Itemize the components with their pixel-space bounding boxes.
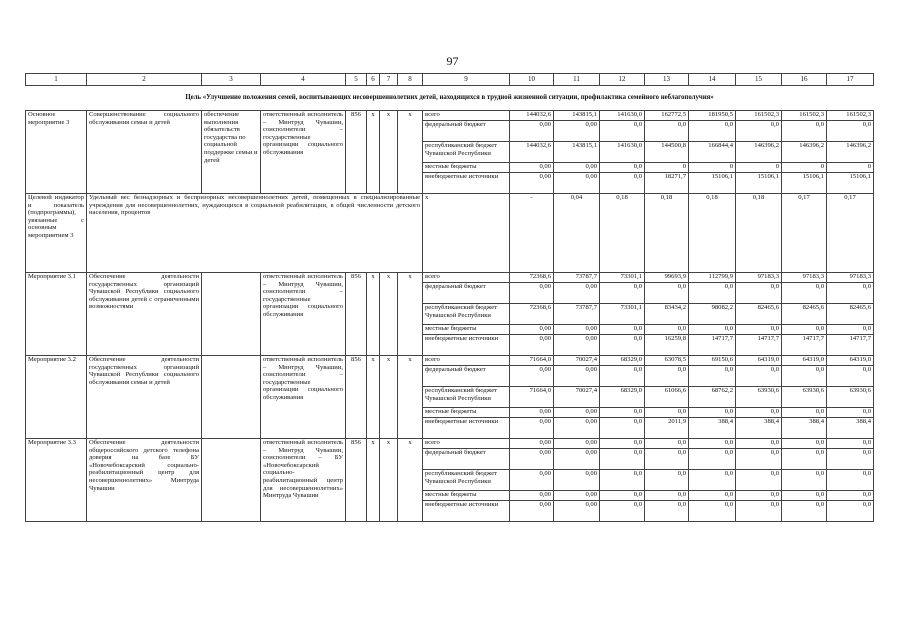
indicator-value: - <box>510 194 554 273</box>
amount-cell: 0,00 <box>554 163 600 173</box>
amount-cell: 0,0 <box>782 121 827 142</box>
amount-cell: 0,0 <box>600 439 645 449</box>
amount-cell: 0 <box>645 163 689 173</box>
amount-cell: 68329,0 <box>600 387 645 408</box>
column-number: 12 <box>600 74 645 86</box>
amount-cell: 388,4 <box>827 418 874 439</box>
amount-cell: 0,00 <box>510 163 554 173</box>
amount-cell: 0,0 <box>782 491 827 501</box>
amount-cell: 0,00 <box>510 283 554 304</box>
item-executor: ответственный исполнитель – Минтруд Чувашии, соисполнители – БУ «Новочебоксарский социально-реабилитационный центр для несовершеннолетних» Минтруда Чувашии <box>261 439 346 522</box>
goal-row <box>26 92 874 104</box>
amount-cell: 0,0 <box>827 325 874 335</box>
funding-source: внебюджетные источники <box>423 418 510 439</box>
indicator-label: Целевой индикатор и показатель (подпрограммы), увязанные с основным мероприятием 3 <box>26 194 87 273</box>
amount-cell: 0,0 <box>782 366 827 387</box>
item-name: Обеспечение деятельности государственных организаций Чувашской Республики социального обслуживания детей с ограниченными возможностями <box>87 273 202 356</box>
amount-cell: 0,0 <box>782 325 827 335</box>
column-number: 4 <box>261 74 346 86</box>
amount-cell: 162772,5 <box>645 111 689 121</box>
amount-cell: 0,0 <box>736 366 782 387</box>
amount-cell: 181950,5 <box>689 111 736 121</box>
amount-cell: 388,4 <box>782 418 827 439</box>
funding-source: всего <box>423 439 510 449</box>
amount-cell: 0,0 <box>600 283 645 304</box>
amount-cell: 63930,6 <box>827 387 874 408</box>
table-row <box>26 273 874 283</box>
amount-cell: 0,0 <box>645 408 689 418</box>
amount-cell: 98082,2 <box>689 304 736 325</box>
column-number: 9 <box>423 74 510 86</box>
amount-cell: 0,0 <box>689 501 736 522</box>
amount-cell: 146396,2 <box>736 142 782 163</box>
amount-cell: 0,0 <box>645 470 689 491</box>
amount-cell: 0,00 <box>510 501 554 522</box>
amount-cell: 0,0 <box>689 408 736 418</box>
header-row <box>26 74 874 86</box>
amount-cell: 161502,3 <box>736 111 782 121</box>
amount-cell: 0,00 <box>554 121 600 142</box>
amount-cell: 99693,9 <box>645 273 689 283</box>
amount-cell: 0,0 <box>827 470 874 491</box>
amount-cell: 0,00 <box>554 501 600 522</box>
amount-cell: 73787,7 <box>554 273 600 283</box>
amount-cell: 0,0 <box>827 408 874 418</box>
page-number: 97 <box>446 54 459 68</box>
amount-cell: 15106,1 <box>827 173 874 194</box>
indicator-x: x <box>423 194 510 273</box>
amount-cell: 0,0 <box>645 501 689 522</box>
amount-cell: 146396,2 <box>827 142 874 163</box>
amount-cell: 0,00 <box>554 418 600 439</box>
amount-cell: 15106,1 <box>689 173 736 194</box>
amount-cell: 0,0 <box>600 470 645 491</box>
amount-cell: 0,00 <box>554 173 600 194</box>
amount-cell: 388,4 <box>736 418 782 439</box>
amount-cell: 143815,1 <box>554 142 600 163</box>
amount-cell: 0 <box>827 163 874 173</box>
indicator-value: 0,17 <box>782 194 827 273</box>
amount-cell: 0,0 <box>689 366 736 387</box>
amount-cell: 0,0 <box>736 283 782 304</box>
amount-cell: 0,0 <box>689 439 736 449</box>
amount-cell: 0,00 <box>510 173 554 194</box>
item-label: Мероприятие 3.1 <box>26 273 87 356</box>
amount-cell: 0,00 <box>510 418 554 439</box>
amount-cell: 64319,0 <box>782 356 827 366</box>
funding-source: республиканский бюджет Чувашской Республики <box>423 470 510 491</box>
item-purpose: обеспечение выполнения обязательств государства по социальной поддержке семьи и детей <box>202 111 261 194</box>
table-row <box>26 111 874 121</box>
funding-source: федеральный бюджет <box>423 366 510 387</box>
amount-cell: 82465,6 <box>736 304 782 325</box>
amount-cell: 0,0 <box>689 121 736 142</box>
budget-code: 856 <box>346 111 367 121</box>
amount-cell: 72368,6 <box>510 304 554 325</box>
amount-cell: 0,00 <box>554 439 600 449</box>
amount-cell: 71664,0 <box>510 387 554 408</box>
amount-cell: 70027,4 <box>554 387 600 408</box>
funding-source: местные бюджеты <box>423 325 510 335</box>
amount-cell: 70027,4 <box>554 356 600 366</box>
amount-cell: 0,0 <box>736 449 782 470</box>
budget-code: 856 <box>346 439 367 449</box>
column-number: 2 <box>87 74 202 86</box>
item-executor: ответственный исполнитель – Минтруд Чувашии, соисполнители – государственные организации социального обслуживания <box>261 273 346 356</box>
amount-cell: 0,0 <box>827 366 874 387</box>
column-number: 17 <box>827 74 874 86</box>
amount-cell: 61066,6 <box>645 387 689 408</box>
amount-cell: 72368,6 <box>510 273 554 283</box>
amount-cell: 63930,6 <box>736 387 782 408</box>
budget-code: 856 <box>346 356 367 366</box>
budget-code: x <box>367 111 380 121</box>
amount-cell: 0,0 <box>689 470 736 491</box>
amount-cell: 97183,3 <box>827 273 874 283</box>
amount-cell: 14717,7 <box>782 335 827 356</box>
amount-cell: 0,00 <box>554 366 600 387</box>
item-label: Мероприятие 3.3 <box>26 439 87 522</box>
budget-code: x <box>398 111 423 121</box>
amount-cell: 14717,7 <box>827 335 874 356</box>
column-number: 10 <box>510 74 554 86</box>
amount-cell: 0,00 <box>510 366 554 387</box>
amount-cell: 0,00 <box>554 335 600 356</box>
amount-cell: 0,0 <box>827 501 874 522</box>
amount-cell: 0,0 <box>689 449 736 470</box>
amount-cell: 73787,7 <box>554 304 600 325</box>
funding-source: республиканский бюджет Чувашской Республики <box>423 387 510 408</box>
amount-cell: 0,0 <box>645 449 689 470</box>
column-number: 13 <box>645 74 689 86</box>
item-label: Мероприятие 3.2 <box>26 356 87 439</box>
amount-cell: 73301,1 <box>600 304 645 325</box>
indicator-text: Удельный вес безнадзорных и беспризорных несовершеннолетних детей, помещенных в специализированные учреждения для несовершеннолетних, нуждающихся в социальной реабилитации, в общей численности детского населения, процентов <box>87 194 423 273</box>
budget-code: x <box>367 356 380 366</box>
funding-source: федеральный бюджет <box>423 121 510 142</box>
column-number: 16 <box>782 74 827 86</box>
item-name: Обеспечение деятельности государственных организаций Чувашской Республики социального обслуживания семьи и детей <box>87 356 202 439</box>
amount-cell: 97183,3 <box>782 273 827 283</box>
amount-cell: 0 <box>782 163 827 173</box>
item-executor: ответственный исполнитель – Минтруд Чувашии, соисполнители – государственные организации социального обслуживания <box>261 356 346 439</box>
amount-cell: 146396,2 <box>782 142 827 163</box>
amount-cell: 112799,9 <box>689 273 736 283</box>
funding-source: всего <box>423 111 510 121</box>
item-name: Совершенствование социального обслуживания семьи и детей <box>87 111 202 194</box>
item-purpose <box>202 356 261 439</box>
amount-cell: 161502,3 <box>827 111 874 121</box>
amount-cell: 0,0 <box>600 173 645 194</box>
amount-cell: 0,0 <box>827 439 874 449</box>
amount-cell: 0,0 <box>736 439 782 449</box>
amount-cell: 0,0 <box>736 491 782 501</box>
amount-cell: 0,0 <box>600 449 645 470</box>
amount-cell: 144032,6 <box>510 142 554 163</box>
funding-source: республиканский бюджет Чувашской Республики <box>423 304 510 325</box>
budget-code: x <box>380 273 398 283</box>
amount-cell: 0,00 <box>554 449 600 470</box>
indicator-value: 0,04 <box>554 194 600 273</box>
amount-cell: 0,00 <box>510 121 554 142</box>
column-number: 14 <box>689 74 736 86</box>
column-number: 8 <box>398 74 423 86</box>
amount-cell: 15106,1 <box>782 173 827 194</box>
amount-cell: 64319,0 <box>827 356 874 366</box>
amount-cell: 97183,3 <box>736 273 782 283</box>
funding-source: внебюджетные источники <box>423 501 510 522</box>
amount-cell: 144500,8 <box>645 142 689 163</box>
goal-title: Цель «Улучшение положения семей, воспитывающих несовершеннолетних детей, находящихся в трудной жизненной ситуации, профилактика семейного неблагополучия» <box>185 94 714 102</box>
amount-cell: 0,0 <box>782 449 827 470</box>
amount-cell: 0,0 <box>736 470 782 491</box>
amount-cell: 0,00 <box>510 491 554 501</box>
amount-cell: 0,0 <box>645 439 689 449</box>
amount-cell: 63930,6 <box>782 387 827 408</box>
funding-source: местные бюджеты <box>423 491 510 501</box>
table-row <box>26 439 874 449</box>
amount-cell: 0,0 <box>600 325 645 335</box>
amount-cell: 0,0 <box>645 121 689 142</box>
amount-cell: 0,0 <box>827 283 874 304</box>
item-purpose <box>202 273 261 356</box>
amount-cell: 144032,6 <box>510 111 554 121</box>
budget-code: x <box>367 273 380 283</box>
amount-cell: 0,0 <box>736 408 782 418</box>
column-number: 1 <box>26 74 87 86</box>
amount-cell: 0,0 <box>827 491 874 501</box>
indicator-value: 0,18 <box>600 194 645 273</box>
amount-cell: 0,00 <box>554 491 600 501</box>
funding-source: республиканский бюджет Чувашской Республики <box>423 142 510 163</box>
item-name: Обеспечение деятельности общероссийского детского телефона доверия на базе БУ «Новочебоксарский социально-реабилитационный центр для несовершеннолетних» Минтруда Чувашии <box>87 439 202 522</box>
amount-cell: 2011,9 <box>645 418 689 439</box>
amount-cell: 0,0 <box>827 121 874 142</box>
amount-cell: 0,0 <box>600 335 645 356</box>
amount-cell: 0,0 <box>600 366 645 387</box>
amount-cell: 68762,2 <box>689 387 736 408</box>
amount-cell: 64319,0 <box>736 356 782 366</box>
amount-cell: 0,0 <box>689 325 736 335</box>
item-label: Основное мероприятие 3 <box>26 111 87 194</box>
amount-cell: 0,0 <box>736 501 782 522</box>
amount-cell: 0,0 <box>782 283 827 304</box>
amount-cell: 0,00 <box>510 325 554 335</box>
amount-cell: 0 <box>736 163 782 173</box>
amount-cell: 0,0 <box>645 283 689 304</box>
amount-cell: 16259,8 <box>645 335 689 356</box>
amount-cell: 83434,2 <box>645 304 689 325</box>
budget-code: x <box>380 111 398 121</box>
amount-cell: 0,00 <box>554 283 600 304</box>
item-purpose <box>202 439 261 522</box>
amount-cell: 68329,0 <box>600 356 645 366</box>
amount-cell: 71664,0 <box>510 356 554 366</box>
column-number: 11 <box>554 74 600 86</box>
amount-cell: 0,00 <box>510 449 554 470</box>
amount-cell: 0,0 <box>782 501 827 522</box>
budget-code: 856 <box>346 273 367 283</box>
budget-code: x <box>398 273 423 283</box>
column-number: 6 <box>367 74 380 86</box>
amount-cell: 0,0 <box>600 491 645 501</box>
funding-source: всего <box>423 356 510 366</box>
amount-cell: 82465,6 <box>782 304 827 325</box>
item-executor: ответственный исполнитель – Минтруд Чувашии, соисполнители – государственные организации социального обслуживания <box>261 111 346 194</box>
indicator-row <box>26 194 874 273</box>
amount-cell: 14717,7 <box>689 335 736 356</box>
amount-cell: 166844,4 <box>689 142 736 163</box>
amount-cell: 0,0 <box>600 418 645 439</box>
column-number: 5 <box>346 74 367 86</box>
funding-source: местные бюджеты <box>423 408 510 418</box>
amount-cell: 0,0 <box>600 121 645 142</box>
column-number: 7 <box>380 74 398 86</box>
budget-code: x <box>398 439 423 449</box>
table-row <box>26 356 874 366</box>
indicator-value: 0,17 <box>827 194 874 273</box>
amount-cell: 0,00 <box>554 325 600 335</box>
amount-cell: 14717,7 <box>736 335 782 356</box>
amount-cell: 143815,1 <box>554 111 600 121</box>
amount-cell: 73301,1 <box>600 273 645 283</box>
amount-cell: 0,00 <box>510 439 554 449</box>
amount-cell: 63078,5 <box>645 356 689 366</box>
amount-cell: 0,0 <box>782 439 827 449</box>
amount-cell: 0,0 <box>600 501 645 522</box>
funding-source: внебюджетные источники <box>423 173 510 194</box>
column-number: 3 <box>202 74 261 86</box>
amount-cell: 0,0 <box>736 325 782 335</box>
amount-cell: 388,4 <box>689 418 736 439</box>
budget-code: x <box>380 439 398 449</box>
amount-cell: 0,0 <box>600 408 645 418</box>
budget-code: x <box>380 356 398 366</box>
amount-cell: 0,0 <box>782 408 827 418</box>
amount-cell: 0,00 <box>510 408 554 418</box>
amount-cell: 69150,6 <box>689 356 736 366</box>
column-number: 15 <box>736 74 782 86</box>
funding-source: местные бюджеты <box>423 163 510 173</box>
program-table <box>25 73 874 522</box>
amount-cell: 0,0 <box>689 491 736 501</box>
amount-cell: 141630,0 <box>600 142 645 163</box>
funding-source: федеральный бюджет <box>423 449 510 470</box>
amount-cell: 161502,3 <box>782 111 827 121</box>
funding-source: федеральный бюджет <box>423 283 510 304</box>
funding-source: внебюджетные источники <box>423 335 510 356</box>
amount-cell: 0,0 <box>827 449 874 470</box>
amount-cell: 0,0 <box>689 283 736 304</box>
budget-code: x <box>367 439 380 449</box>
amount-cell: 18271,7 <box>645 173 689 194</box>
amount-cell: 141630,0 <box>600 111 645 121</box>
amount-cell: 0,0 <box>645 491 689 501</box>
amount-cell: 0,00 <box>510 470 554 491</box>
amount-cell: 0,00 <box>554 408 600 418</box>
amount-cell: 0,0 <box>782 470 827 491</box>
amount-cell: 0,0 <box>645 325 689 335</box>
amount-cell: 0,0 <box>736 121 782 142</box>
amount-cell: 15106,1 <box>736 173 782 194</box>
amount-cell: 0,00 <box>510 335 554 356</box>
funding-source: всего <box>423 273 510 283</box>
amount-cell: 0 <box>689 163 736 173</box>
amount-cell: 0,0 <box>600 163 645 173</box>
budget-code: x <box>398 356 423 366</box>
amount-cell: 0,0 <box>645 366 689 387</box>
amount-cell: 0,00 <box>554 470 600 491</box>
indicator-value: 0,18 <box>689 194 736 273</box>
amount-cell: 82465,6 <box>827 304 874 325</box>
indicator-value: 0,18 <box>645 194 689 273</box>
indicator-value: 0,18 <box>736 194 782 273</box>
